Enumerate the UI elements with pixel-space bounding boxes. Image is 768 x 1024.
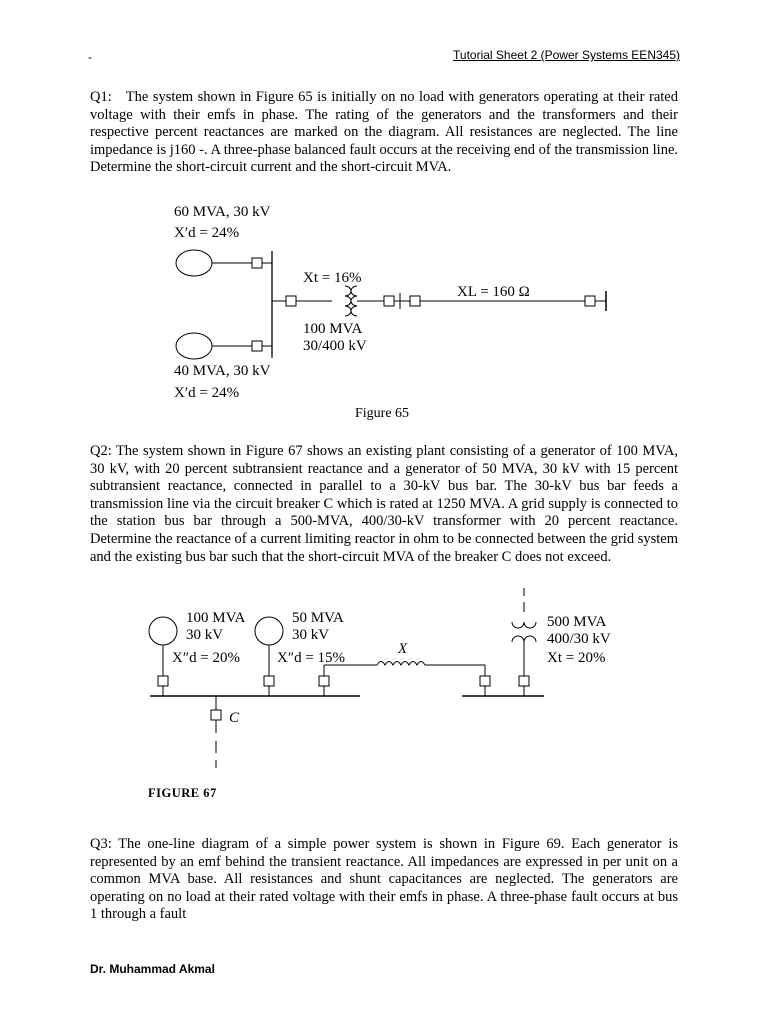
grid-transformer-lv-coil — [512, 636, 536, 642]
gen-1-mva-label: 100 MVA — [186, 610, 246, 626]
gen-2-rating-label: 40 MVA, 30 kV — [174, 363, 271, 379]
reactor-breaker-left — [319, 676, 329, 686]
generator-2-breaker — [264, 676, 274, 686]
gen-1-reactance-label: X″d = 20% — [172, 650, 241, 666]
reactor-breaker-right — [480, 676, 490, 686]
figure-67-caption: FIGURE 67 — [148, 786, 217, 800]
question-3: Q3: The one-line diagram of a simple power system is shown in Figure 69. Each generator is represented by an emf behind the transient reactance. All impedances are expressed in per unit on a common MVA base. All resistances and shunt capacitances are neglected. The generators are operating on no load at their rated voltage with their emfs in phase. A three-phase fault occurs at bus 1 through a fault — [90, 836, 678, 923]
grid-transformer-breaker — [519, 676, 529, 686]
question-2: Q2: The system shown in Figure 67 shows an existing plant consisting of a generator of 100 MVA, 30 kV, with 20 percent subtransient reactance and a generator of 50 MVA, 30 kV with 15 percent subtransient reactance, connected in parallel to a 30-kV bus bar. The 30-kV bus bar feeds a transmission line via the circuit breaker C which is rated at 1250 MVA. A grid supply is connected to the station bus bar through a 500-MVA, 400/30-kV transformer with 20 percent reactance. Determine the reactance of a current limiting reactor in ohm to be connected between the grid system and the existing bus bar such that the short-circuit MVA of the breaker C does not exceed. — [90, 443, 678, 565]
generator-1-breaker — [252, 258, 262, 268]
question-1 — [90, 89, 678, 177]
gen-1-kv-label: 30 kV — [186, 627, 224, 643]
generator-2-symbol — [176, 333, 212, 359]
transformer-reactance-label: Xt = 16% — [303, 270, 362, 286]
generator-2-symbol — [255, 617, 283, 645]
figure-67-diagram — [140, 588, 640, 774]
grid-transformer-kv-label: 400/30 kV — [547, 631, 611, 647]
line-receiving-breaker — [585, 296, 595, 306]
generator-2-breaker — [252, 341, 262, 351]
gen-2-reactance-label: X″d = 15% — [277, 650, 346, 666]
transformer-secondary-coil — [351, 286, 357, 316]
transformer-rating-label: 100 MVA — [303, 321, 363, 337]
reactor-label: X — [398, 641, 408, 657]
grid-transformer-hv-coil — [512, 622, 536, 628]
gen-2-kv-label: 30 kV — [292, 627, 330, 643]
transformer-voltage-label: 30/400 kV — [303, 338, 367, 354]
line-reactance-label: XL = 160 Ω — [457, 284, 530, 300]
figure-65-diagram — [160, 196, 630, 408]
gen-2-reactance-label: X′d = 24% — [174, 385, 240, 401]
header-marker: - — [88, 50, 92, 64]
breaker-c-label: C — [229, 710, 240, 726]
figure-65-caption: Figure 65 — [355, 406, 410, 421]
circuit-breaker-c — [211, 710, 221, 720]
grid-transformer-mva-label: 500 MVA — [547, 614, 607, 630]
gen-2-mva-label: 50 MVA — [292, 610, 344, 626]
question-1-text: The system shown in Figure 65 is initially on no load with generators operating at their rated voltage with their emfs in phase. The rating of the generators and the transformers and their respective percent reactances are marked on the diagram. All resistances are neglected. The line impedance is j160 -. A three-phase balanced fault occurs at the receiving end of the transmission line. Determine the short-circuit current and the short-circuit MVA. — [90, 89, 678, 176]
transformer-hv-breaker — [286, 296, 296, 306]
current-limiting-reactor — [377, 662, 425, 666]
grid-transformer-reactance-label: Xt = 20% — [547, 650, 606, 666]
question-1-label: Q1: — [90, 89, 112, 105]
line-sending-breaker — [410, 296, 420, 306]
gen-1-rating-label: 60 MVA, 30 kV — [174, 204, 271, 220]
transformer-lv-breaker — [384, 296, 394, 306]
footer-author: Dr. Muhammad Akmal — [90, 962, 215, 976]
header-title: Tutorial Sheet 2 (Power Systems EEN345) — [453, 48, 680, 62]
gen-1-reactance-label: X′d = 24% — [174, 225, 240, 241]
generator-1-breaker — [158, 676, 168, 686]
generator-1-symbol — [176, 250, 212, 276]
transformer-primary-coil — [345, 286, 351, 316]
generator-1-symbol — [149, 617, 177, 645]
